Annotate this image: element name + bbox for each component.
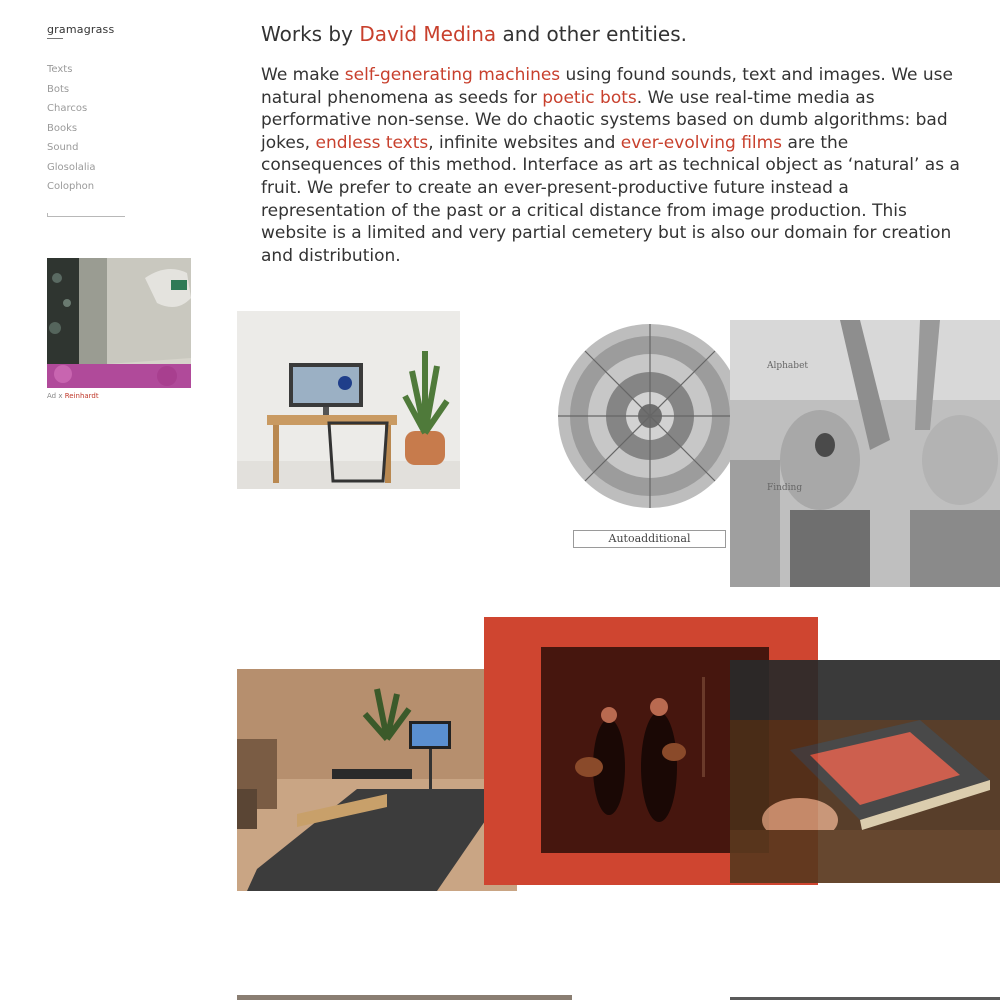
nav-item-bots[interactable]: Bots — [47, 83, 70, 95]
autoadditional-label[interactable]: Autoadditional — [573, 530, 726, 548]
nav-item-colophon[interactable]: Colophon — [47, 181, 95, 192]
work-thumbnail-desk-installation[interactable] — [237, 311, 460, 489]
nav-item-glosolalia[interactable]: Glosolalia — [47, 161, 96, 173]
intro-paragraph: We make self-generating machines using found sounds, text and images. We use natural phenomena as seeds for poetic bots. We use real-time media as performative non-sense. We do chaotic systems based on dumb algorithms: bad jokes, endless texts, infinite websites and ever-evolving films are the consequences of this method. Interface as art as technical object as ‘natural’ as a fruit. We prefer to create an ever-present-productive future instead a representation of the past or a critical distance from image production. This website is a limited and very partial cemetery but is also our domain for creation and distribution. — [261, 65, 960, 266]
author-link[interactable]: David Medina — [359, 22, 497, 46]
nav-item-books[interactable]: Books — [47, 122, 78, 134]
work-thumbnail-bottom-left[interactable] — [237, 995, 572, 1000]
nav-item-sound[interactable]: Sound — [47, 142, 79, 153]
work-thumbnail-book[interactable] — [730, 660, 1000, 883]
site-title[interactable]: gramagrass — [47, 23, 114, 36]
link-self-generating-machines[interactable]: self-generating machines — [344, 65, 561, 85]
work-thumbnail-wood-room[interactable] — [237, 669, 517, 891]
site-title-underline — [47, 38, 63, 39]
nav-divider — [47, 216, 125, 217]
ad-caption: Ad x Reinhardt — [47, 392, 99, 400]
nav-item-charcos[interactable]: Charcos — [47, 103, 88, 114]
link-ever-evolving-films[interactable]: ever-evolving films — [620, 132, 783, 153]
ad-caption-link[interactable]: Reinhardt — [64, 392, 99, 400]
page-headline: Works by David Medina and other entities. — [261, 22, 688, 46]
alphabet-label: Alphabet — [767, 361, 809, 371]
finding-label: Finding — [767, 483, 803, 493]
sidebar-nav — [47, 63, 96, 200]
link-poetic-bots[interactable]: poetic bots — [542, 87, 637, 108]
nav-item-texts[interactable]: Texts — [47, 64, 73, 75]
link-endless-texts[interactable]: endless texts — [315, 132, 429, 153]
work-thumbnail-autoadditional[interactable] — [555, 318, 745, 518]
ad-image[interactable] — [47, 258, 191, 388]
